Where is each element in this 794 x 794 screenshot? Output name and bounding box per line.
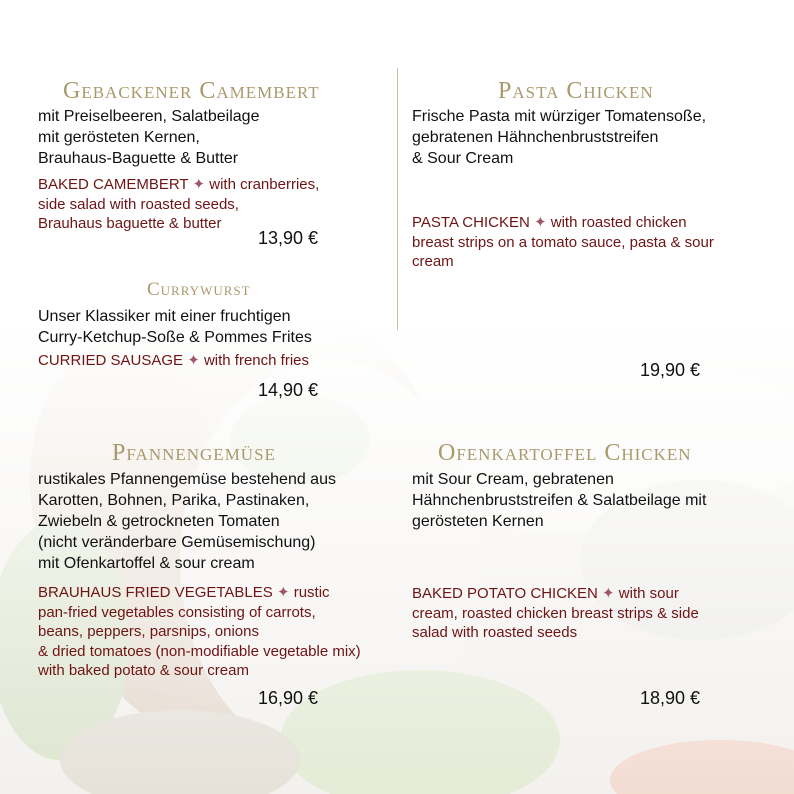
- item-description-en: [38, 175, 378, 234]
- item-description-en-text: rustic pan-fried vegetables consisting of carrots, beans, peppers, parsnips, onions & dried tomatoes (non-modifiable vegetable mix) with baked potato & sour cream: [38, 584, 361, 679]
- item-title-ofenkartoffel-chicken: Ofenkartoffel Chicken: [438, 440, 692, 466]
- item-name-en: BAKED POTATO CHICKEN: [412, 585, 598, 602]
- item-description-en: [38, 583, 388, 681]
- item-description-en-text: with french fries: [203, 352, 309, 369]
- column-divider: [397, 68, 398, 330]
- item-description-de: rustikales Pfannengemüse bestehend aus Karotten, Bohnen, Parika, Pastinaken, Zwiebeln & getrockneten Tomaten (nicht veränderbare Gemüsemischung) mit Ofenkartoffel & sour cream: [38, 471, 336, 572]
- item-title-pasta-chicken: Pasta Chicken: [498, 78, 654, 104]
- item-description-de: mit Sour Cream, gebratenen Hähnchenbruststreifen & Salatbeilage mit gerösteten Kernen: [412, 471, 707, 530]
- four-point-star-separator-icon: ✦: [276, 584, 290, 601]
- item-price: 16,90 €: [258, 688, 319, 708]
- item-description-en-text: with sour cream, roasted chicken breast strips & side salad with roasted seeds: [412, 585, 699, 641]
- item-title-currywurst: Currywurst: [147, 279, 251, 300]
- item-description-en: [412, 213, 772, 272]
- item-name-en: BAKED CAMEMBERT: [38, 176, 189, 193]
- item-name-en: BRAUHAUS FRIED VEGETABLES: [38, 584, 273, 601]
- four-point-star-separator-icon: ✦: [602, 585, 615, 602]
- item-title-pfannengemuese: Pfannengemüse: [112, 440, 276, 466]
- item-price: 14,90 €: [258, 380, 319, 400]
- item-description-en-text: with roasted chicken breast strips on a tomato sauce, pasta & sour cream: [412, 214, 714, 270]
- four-point-star-separator-icon: ✦: [533, 214, 547, 231]
- item-description-de: mit Preiselbeeren, Salatbeilage mit gerösteten Kernen, Brauhaus-Baguette & Butter: [38, 108, 260, 167]
- item-description-en-text: with cranberries, side salad with roasted seeds, Brauhaus baguette & butter: [38, 176, 320, 232]
- item-price: 19,90 €: [640, 360, 701, 380]
- item-title-camembert: Gebackener Camembert: [63, 78, 320, 104]
- item-name-en: PASTA CHICKEN: [412, 214, 530, 231]
- item-price: 18,90 €: [640, 688, 701, 708]
- four-point-star-separator-icon: ✦: [192, 176, 206, 193]
- item-description-en: [412, 584, 772, 643]
- item-description-de: Unser Klassiker mit einer fruchtigen Curry-Ketchup-Soße & Pommes Frites: [38, 308, 312, 346]
- four-point-star-separator-icon: ✦: [187, 352, 200, 369]
- item-description-de: Frische Pasta mit würziger Tomatensoße, gebratenen Hähnchenbruststreifen & Sour Cream: [412, 108, 707, 167]
- item-price: 13,90 €: [258, 228, 319, 248]
- item-name-en: CURRIED SAUSAGE: [38, 352, 184, 369]
- item-description-en: [38, 351, 378, 371]
